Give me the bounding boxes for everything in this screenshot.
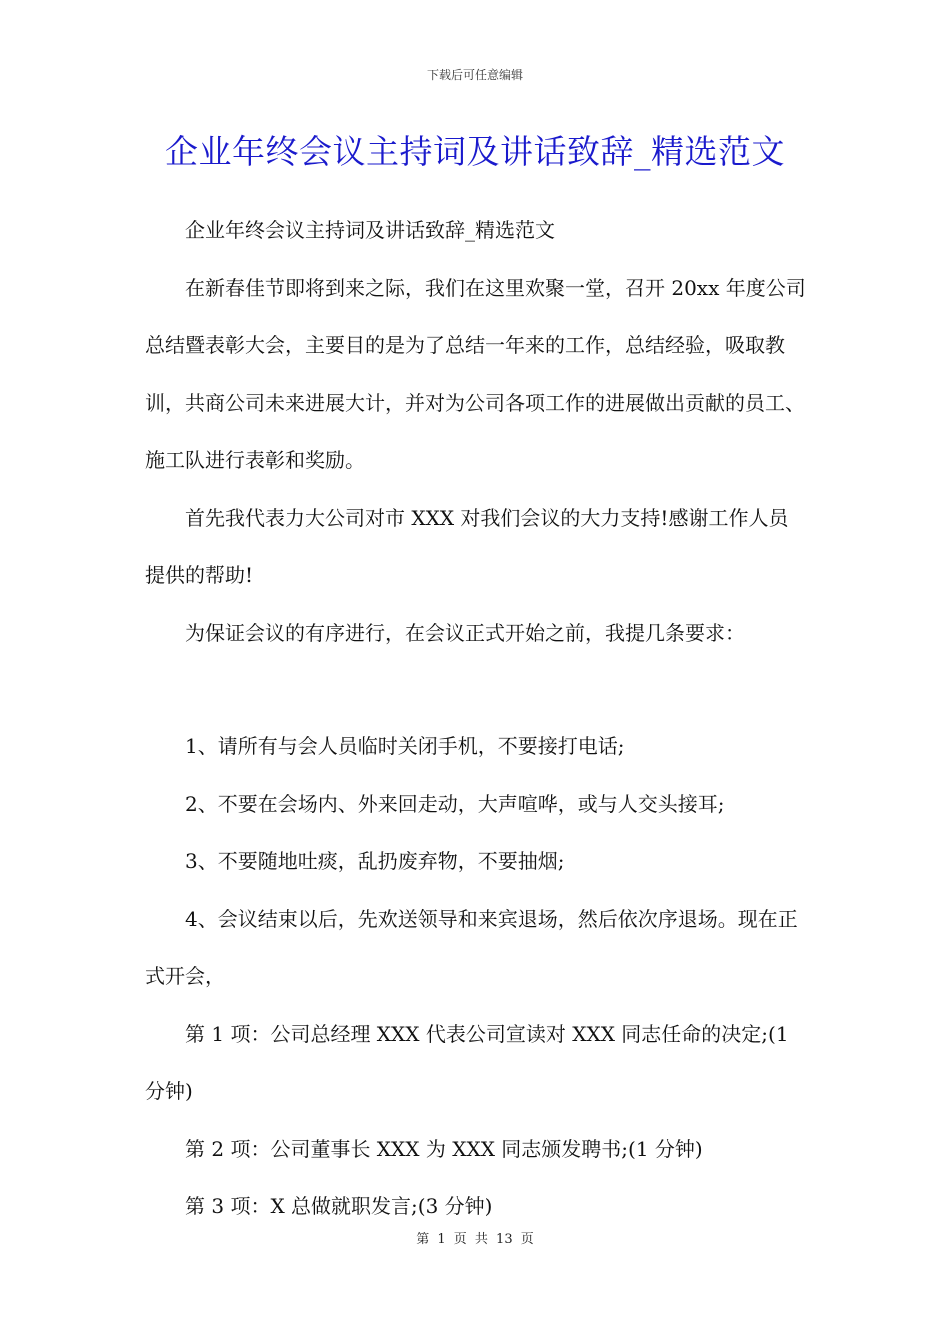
- header-note: 下载后可任意编辑: [426, 68, 523, 82]
- requirement-item-2: 2、不要在会场内、外来回走动，大声喧哗，或与人交头接耳;: [185, 791, 725, 816]
- paragraph-thanks: 首先我代表力大公司对市 XXX 对我们会议的大力支持!感谢工作人员提供的帮助!: [145, 505, 789, 587]
- agenda-item-3: 第 3 项：X 总做就职发言;(3 分钟): [185, 1194, 493, 1218]
- agenda-item-2: 第 2 项：公司董事长 XXX 为 XXX 同志颁发聘书;(1 分钟): [185, 1136, 703, 1161]
- agenda-item-1: 第 1 项：公司总经理 XXX 代表公司宣读对 XXX 同志任命的决定;(1 分钟): [145, 1021, 789, 1103]
- requirement-item-4: 4、会议结束以后，先欢送领导和来宾退场，然后依次序退场。现在正式开会，: [145, 906, 798, 988]
- paragraph-intro: 在新春佳节即将到来之际，我们在这里欢聚一堂，召开 20xx 年度公司总结暨表彰大会，主要目的是为了总结一年来的工作，总结经验，吸取教训，共商公司未来进展大计，并对为公司各项工作的进展做出贡献的员工、施工队进行表彰和奖励。: [145, 275, 806, 472]
- requirement-item-3: 3、不要随地吐痰，乱扔废弃物，不要抽烟;: [185, 849, 565, 873]
- requirement-item-1: 1、请所有与会人员临时关闭手机，不要接打电话;: [185, 734, 625, 758]
- document-body: [145, 202, 807, 1236]
- document-title: 企业年终会议主持词及讲话致辞_精选范文: [165, 132, 785, 171]
- paragraph-subtitle: 企业年终会议主持词及讲话致辞_精选范文: [185, 218, 555, 242]
- page-number: 第 1 页 共 13 页: [416, 1232, 534, 1247]
- paragraph-requirements-intro: 为保证会议的有序进行，在会议正式开始之前，我提几条要求：: [185, 620, 745, 645]
- paragraph-spacer: [145, 662, 807, 718]
